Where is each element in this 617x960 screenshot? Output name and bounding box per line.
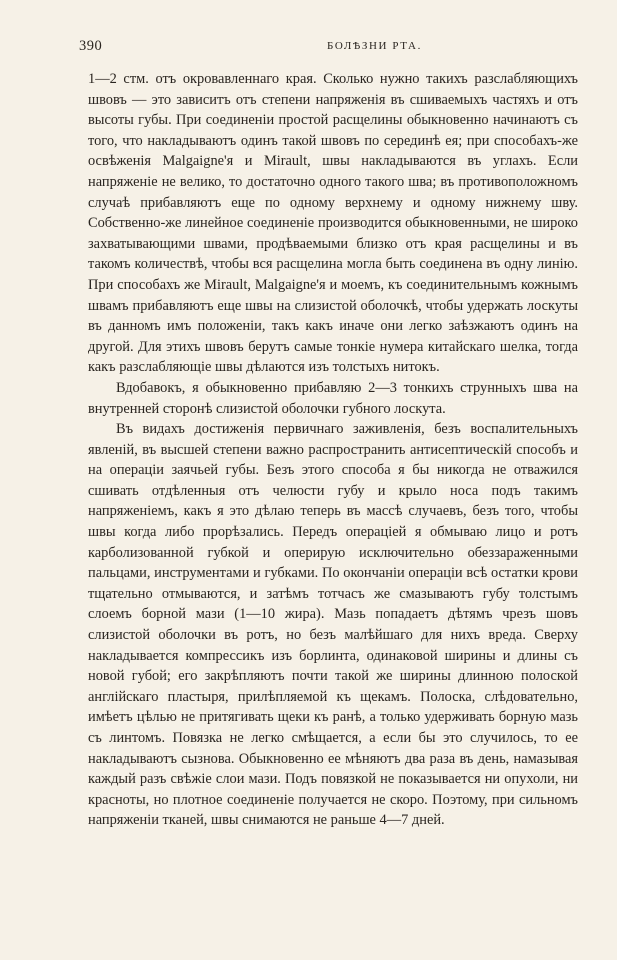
paragraph-additional-sutures: Вдобавокъ, я обыкновенно прибавляю 2—3 тонкихъ струнныхъ шва на внутренней сторонѣ слизистой оболочки губного лоскута.: [88, 379, 578, 417]
page-number: 390: [79, 38, 103, 54]
paragraph-antiseptic-method: Въ видахъ достиженія первичнаго заживленія, безъ воспалительныхъ явленій, въ высшей степени важно распространить антисептическій способъ и на операціи заячьей губы. Безъ этого способа я бы никогда не отважился сшивать отдѣленныя отъ челюсти губу и крыло носа подъ такимъ напряженіемъ, какъ я это дѣлаю теперь въ массѣ случаевъ, безъ того, чтобы швы когда либо прорѣзались. Передъ операціей я обмываю лицо и ротъ карболизованной губкой и оперирую исключительно обеззараженными пальцами, инструментами и губками. По окончаніи операціи всѣ остатки крови тщательно отмываются, и затѣмъ тотчасъ же смазываютъ губу толстымъ слоемъ борной мази (1—10 жира). Мазь попадаетъ дѣтямъ чрезъ шовъ слизистой оболочки въ ротъ, но безъ малѣйшаго для нихъ вреда. Сверху накладывается компрессикъ изъ борлинта, одинаковой ширины и длины съ новой губой; его закрѣпляютъ почти такой же ширины длинною полоской англійскаго пластыря, прилѣпляемой къ щекамъ. Полоска, слѣдовательно, имѣетъ цѣлью не притягивать щеки къ ранѣ, а только удерживать борную мазь съ линтомъ. Повязка не легко смѣщается, а если бы это случилось, то ее накладываютъ сызнова. Обыкновенно ее мѣняютъ два раза въ день, намазывая каждый разъ свѣжіе слои мази. Подъ повязкой не показывается ни опухоли, ни красноты, но плотное соединеніе получается не скоро. Поэтому, при сильномъ напряженіи тканей, швы снимаются не раньше 4—7 дней.: [88, 421, 578, 829]
running-head: БОЛѢЗНИ РТА.: [327, 40, 422, 52]
page-header: [79, 38, 577, 58]
paragraph-stitches: 1—2 стм. отъ окровавленнаго края. Сколько нужно такихъ разслабляющихъ швовъ — это зависитъ отъ степени напряженія въ сшиваемыхъ частяхъ и отъ высоты губы. При соединеніи простой расщелины обыкновенно начинаютъ съ того, что накладываютъ одинъ такой швовъ по серединѣ ея; при способахъ-же освѣженія Malgaigne'я и Mirault, швы накладываются въ углахъ. Если напряженіе не велико, то достаточно одного такого шва; въ противоположномъ случаѣ прибавляютъ еще по одному верхнему и одному нижнему шву. Собственно-же линейное соединеніе производится обыкновенными, не широко захватывающими швами, продѣваемыми близко отъ края расщелины и въ такомъ количествѣ, чтобы вся расщелина могла быть соединена въ одну линію. При способахъ же Mirault, Malgaigne'я и моемъ, къ соединительнымъ кожнымъ швамъ прибавляютъ еще швы на слизистой оболочкѣ, чтобы удержать лоскуты въ данномъ имъ положеніи, такъ какъ иначе они легко заѣзжаютъ одинъ на другой. Для этихъ швовъ берутъ самые тонкіе нумера китайскаго шелка, тогда какъ разслабляющіе швы дѣлаются изъ толстыхъ нитокъ.: [88, 71, 578, 376]
page-body: [88, 69, 578, 831]
